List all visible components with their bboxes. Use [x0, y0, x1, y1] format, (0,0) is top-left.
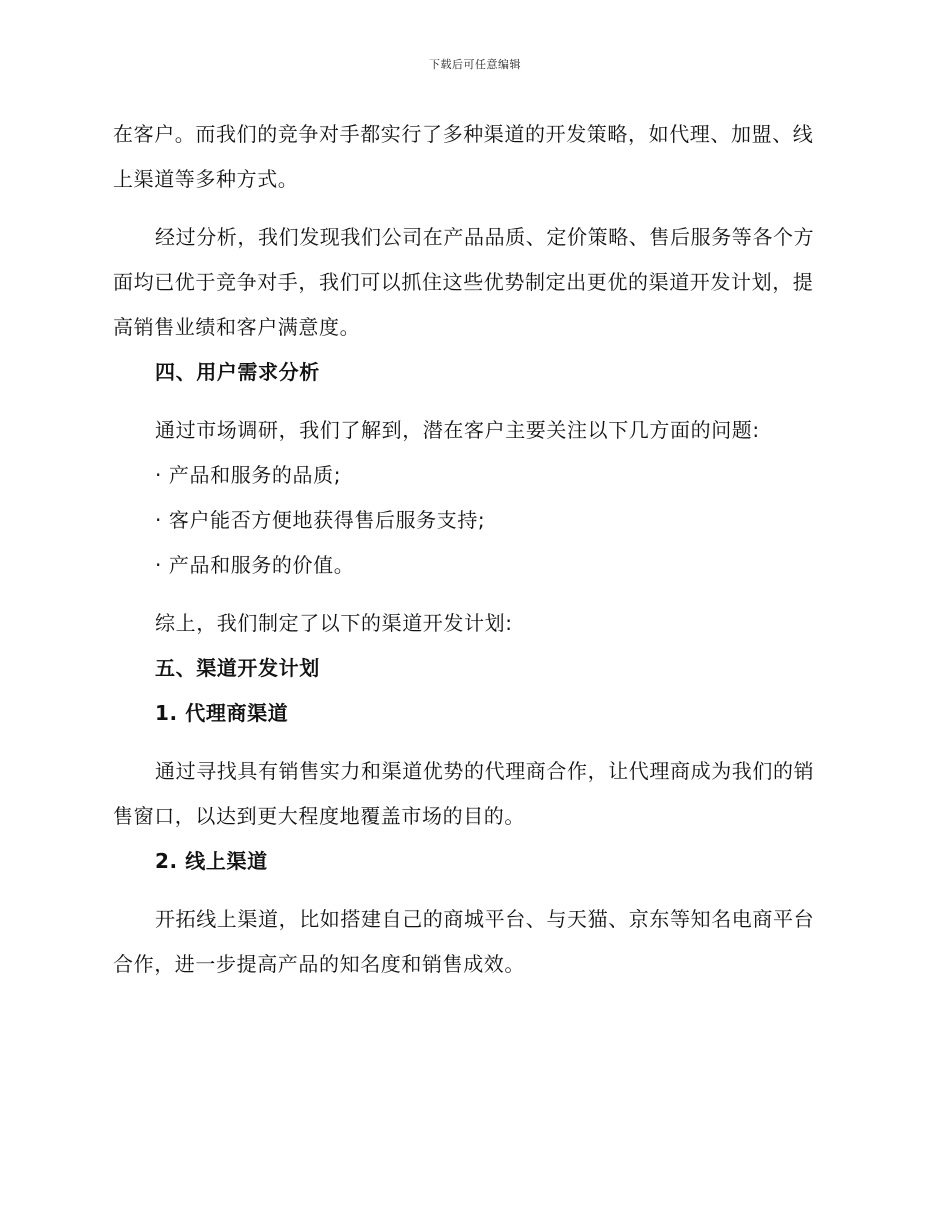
paragraph-research: 通过市场调研，我们了解到，潜在客户主要关注以下几方面的问题: [155, 418, 760, 442]
bullet-item-quality: · 产品和服务的品质; [155, 463, 342, 487]
bullet-item-value: · 产品和服务的价值。 [155, 553, 355, 577]
paragraph-analysis: 经过分析，我们发现我们公司在产品品质、定价策略、售后服务等各个方面均已优于竞争对手，我们可以抓住这些优势制定出更优的渠道开发计划，提高销售业绩和客户满意度。 [113, 225, 815, 339]
document-body [113, 112, 833, 987]
paragraph-competitors: 在客户。而我们的竞争对手都实行了多种渠道的开发策略，如代理、加盟、线上渠道等多种方式。 [113, 122, 814, 191]
heading-channel-plan: 五、渠道开发计划 [155, 656, 320, 680]
bullet-item-support: · 客户能否方便地获得售后服务支持; [155, 508, 486, 532]
heading-user-needs: 四、用户需求分析 [155, 360, 320, 384]
subheading-online-channel: 2. 线上渠道 [155, 849, 268, 873]
paragraph-summary: 综上，我们制定了以下的渠道开发计划: [155, 611, 513, 635]
subheading-agent-channel: 1. 代理商渠道 [155, 701, 289, 725]
paragraph-agent-channel: 通过寻找具有销售实力和渠道优势的代理商合作，让代理商成为我们的销售窗口，以达到更大程度地覆盖市场的目的。 [113, 759, 815, 828]
paragraph-online-channel: 开拓线上渠道，比如搭建自己的商城平台、与天猫、京东等知名电商平台合作，进一步提高产品的知名度和销售成效。 [113, 907, 815, 976]
page-header-note: 下载后可任意编辑 [429, 58, 521, 71]
